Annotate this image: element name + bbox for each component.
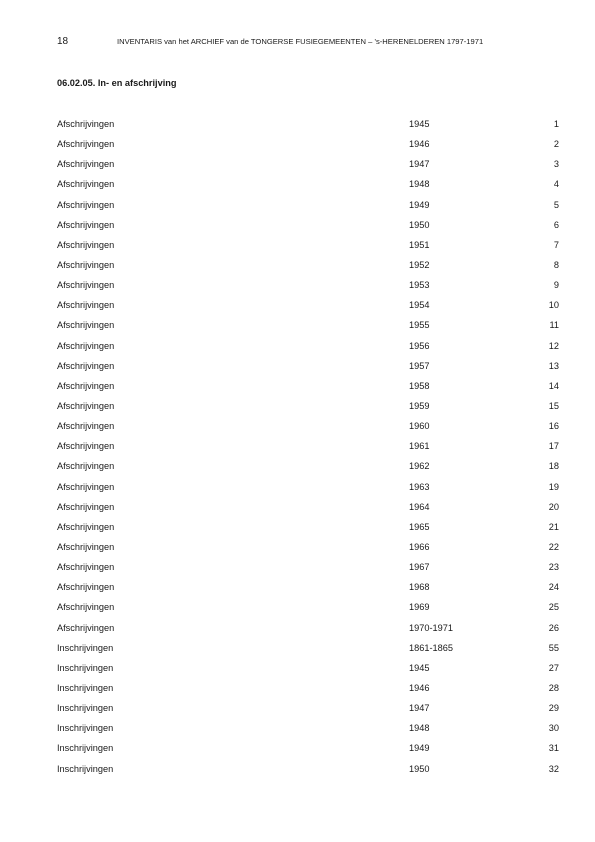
row-inventory-number: 27 [548,662,559,673]
table-row [57,258,559,278]
row-inventory-number: 6 [553,219,559,230]
row-description: Afschrijvingen [57,562,115,573]
row-period: 1958 [409,380,430,391]
row-period: 1962 [409,461,430,472]
table-row [57,580,559,600]
table-row [57,600,559,620]
row-inventory-number: 28 [548,682,559,693]
table-row [57,540,559,560]
table-row [57,419,559,439]
table-row [57,298,559,318]
row-period: 1953 [409,280,430,291]
table-row [57,762,559,782]
table-row [57,741,559,761]
row-description: Afschrijvingen [57,219,115,230]
row-description: Afschrijvingen [57,461,115,472]
row-description: Afschrijvingen [57,481,115,492]
table-row [57,218,559,238]
row-description: Afschrijvingen [57,501,115,512]
row-description: Afschrijvingen [57,400,115,411]
row-inventory-number: 22 [548,541,559,552]
row-description: Afschrijvingen [57,421,115,432]
row-period: 1969 [409,602,430,613]
row-period: 1949 [409,743,430,754]
table-row [57,318,559,338]
row-description: Afschrijvingen [57,280,115,291]
row-description: Afschrijvingen [57,320,115,331]
row-period: 1950 [409,219,430,230]
row-inventory-number: 14 [548,380,559,391]
table-row [57,661,559,681]
row-period: 1968 [409,582,430,593]
row-description: Afschrijvingen [57,259,115,270]
row-inventory-number: 16 [548,421,559,432]
row-inventory-number: 3 [553,159,559,170]
table-row [57,560,559,580]
row-inventory-number: 19 [548,481,559,492]
row-inventory-number: 25 [548,602,559,613]
table-row [57,137,559,157]
row-period: 1965 [409,521,430,532]
table-row [57,480,559,500]
row-inventory-number: 13 [548,360,559,371]
row-period: 1947 [409,159,430,170]
table-row [57,721,559,741]
row-period: 1950 [409,763,430,774]
table-row [57,339,559,359]
row-inventory-number: 32 [548,763,559,774]
row-period: 1949 [409,199,430,210]
table-row [57,500,559,520]
row-inventory-number: 12 [548,340,559,351]
row-description: Afschrijvingen [57,622,115,633]
row-description: Afschrijvingen [57,521,115,532]
table-row [57,177,559,197]
row-inventory-number: 7 [553,239,559,250]
row-description: Afschrijvingen [57,441,115,452]
running-title: INVENTARIS van het ARCHIEF van de TONGERSE FUSIEGEMEENTEN – ’s-HERENELDEREN 1797-1971 [117,37,484,46]
row-period: 1951 [409,239,430,250]
row-inventory-number: 23 [548,562,559,573]
table-row [57,681,559,701]
row-inventory-number: 10 [548,300,559,311]
row-description: Inschrijvingen [57,723,114,734]
row-inventory-number: 30 [548,723,559,734]
row-period: 1966 [409,541,430,552]
row-description: Afschrijvingen [57,582,115,593]
row-period: 1961 [409,441,430,452]
inventory-table [57,117,559,782]
row-period: 1945 [409,119,430,129]
section-title: 06.02.05. In- en afschrijving [57,78,177,88]
row-period: 1955 [409,320,430,331]
row-description: Afschrijvingen [57,199,115,210]
table-row [57,117,559,137]
table-row [57,238,559,258]
row-period: 1954 [409,300,430,311]
table-row [57,359,559,379]
row-description: Afschrijvingen [57,139,115,150]
table-row [57,520,559,540]
row-period: 1861-1865 [409,642,453,653]
row-inventory-number: 31 [548,743,559,754]
table-row [57,459,559,479]
row-description: Afschrijvingen [57,119,115,129]
row-period: 1947 [409,703,430,714]
row-inventory-number: 11 [549,320,559,331]
row-description: Inschrijvingen [57,703,114,714]
row-period: 1956 [409,340,430,351]
table-row [57,379,559,399]
page-number: 18 [57,36,69,47]
row-period: 1963 [409,481,430,492]
row-period: 1946 [409,682,430,693]
row-description: Inschrijvingen [57,682,114,693]
row-inventory-number: 15 [548,400,559,411]
table-row [57,641,559,661]
row-period: 1964 [409,501,430,512]
table-row [57,157,559,177]
row-period: 1960 [409,421,430,432]
table-row [57,198,559,218]
row-inventory-number: 8 [553,259,559,270]
row-inventory-number: 9 [553,280,559,291]
row-description: Afschrijvingen [57,340,115,351]
row-period: 1948 [409,179,430,190]
row-description: Afschrijvingen [57,300,115,311]
row-inventory-number: 20 [548,501,559,512]
page-header [0,35,595,49]
table-row [57,399,559,419]
table-row [57,701,559,721]
row-inventory-number: 18 [548,461,559,472]
row-period: 1948 [409,723,430,734]
row-period: 1952 [409,259,430,270]
row-description: Inschrijvingen [57,662,114,673]
table-row [57,439,559,459]
table-row [57,278,559,298]
row-inventory-number: 5 [553,199,559,210]
row-inventory-number: 2 [553,139,559,150]
row-period: 1957 [409,360,430,371]
row-inventory-number: 21 [548,521,559,532]
row-description: Afschrijvingen [57,159,115,170]
row-inventory-number: 1 [553,119,559,129]
row-period: 1946 [409,139,430,150]
row-description: Inschrijvingen [57,743,114,754]
row-inventory-number: 24 [548,582,559,593]
row-period: 1945 [409,662,430,673]
row-inventory-number: 17 [548,441,559,452]
row-description: Inschrijvingen [57,642,114,653]
row-description: Afschrijvingen [57,360,115,371]
table-row [57,621,559,641]
row-description: Inschrijvingen [57,763,114,774]
row-inventory-number: 4 [553,179,559,190]
row-description: Afschrijvingen [57,602,115,613]
row-period: 1959 [409,400,430,411]
row-description: Afschrijvingen [57,179,115,190]
row-inventory-number: 55 [548,642,559,653]
row-inventory-number: 29 [548,703,559,714]
row-description: Afschrijvingen [57,541,115,552]
row-description: Afschrijvingen [57,239,115,250]
row-description: Afschrijvingen [57,380,115,391]
row-inventory-number: 26 [548,622,559,633]
row-period: 1970-1971 [409,622,453,633]
row-period: 1967 [409,562,430,573]
